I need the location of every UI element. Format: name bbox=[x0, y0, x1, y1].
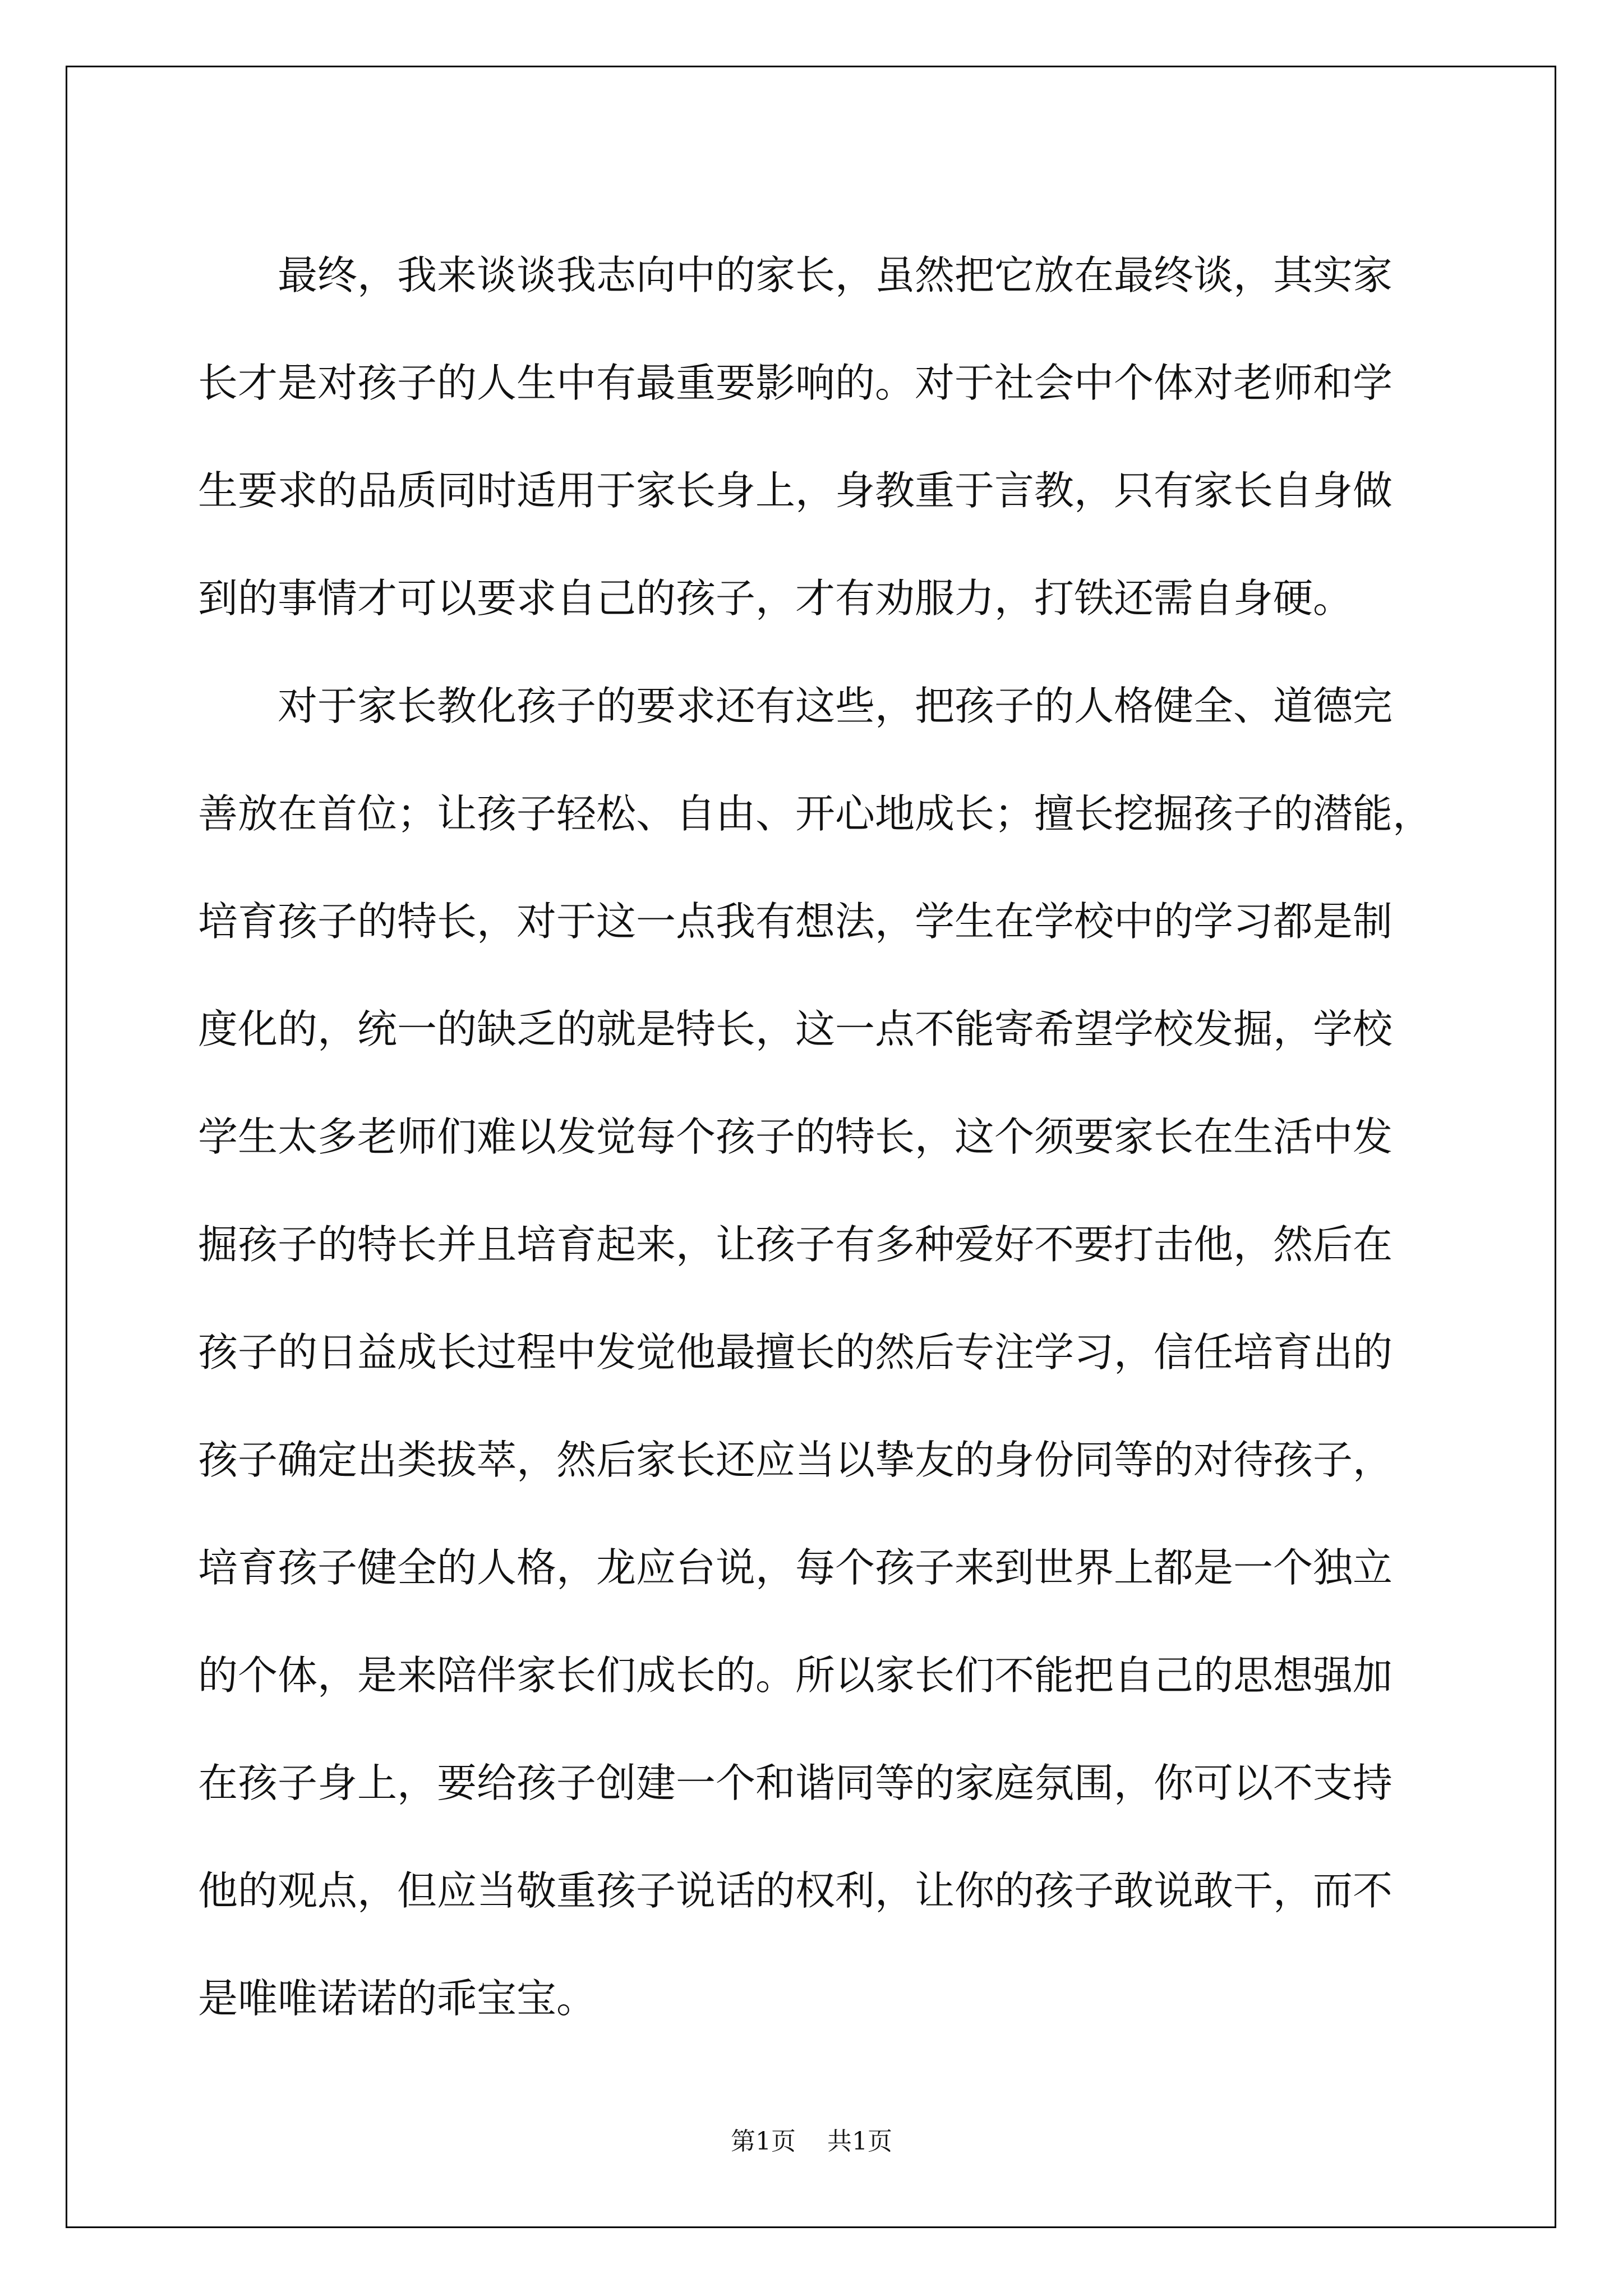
text-line: 长才是对孩子的人生中有最重要影响的。对于社会中个体对老师和学 bbox=[198, 360, 1393, 406]
text-line: 善放在首位；让孩子轻松、自由、开心地成长；擅长挖掘孩子的潜能， bbox=[198, 790, 1433, 837]
text-line: 是唯唯诺诺的乖宝宝。 bbox=[198, 1975, 597, 2022]
text-line: 培育孩子健全的人格，龙应台说，每个孩子来到世界上都是一个独立 bbox=[198, 1544, 1393, 1591]
document-body bbox=[198, 222, 1449, 2053]
page-footer bbox=[0, 2125, 1623, 2159]
text-line: 他的观点，但应当敬重孩子说话的权利，让你的孩子敢说敢干，而不 bbox=[198, 1867, 1393, 1914]
text-line: 孩子的日益成长过程中发觉他最擅长的然后专注学习，信任培育出的 bbox=[198, 1329, 1393, 1375]
paragraph-1 bbox=[198, 222, 1449, 652]
text-line: 最终，我来谈谈我志向中的家长，虽然把它放在最终谈，其实家 bbox=[198, 252, 1393, 298]
page-number-current: 第1页 bbox=[731, 2127, 796, 2156]
text-line: 培育孩子的特长，对于这一点我有想法，学生在学校中的学习都是制 bbox=[198, 898, 1393, 945]
text-line: 学生太多老师们难以发觉每个孩子的特长，这个须要家长在生活中发 bbox=[198, 1114, 1393, 1160]
text-line: 生要求的品质同时适用于家长身上，身教重于言教，只有家长自身做 bbox=[198, 467, 1393, 514]
text-line: 度化的，统一的缺乏的就是特长，这一点不能寄希望学校发掘，学校 bbox=[198, 1006, 1393, 1052]
text-line: 到的事情才可以要求自己的孩子，才有劝服力，打铁还需自身硬。 bbox=[198, 575, 1353, 622]
text-line: 孩子确定出类拔萃，然后家长还应当以挚友的身份同等的对待孩子， bbox=[198, 1437, 1393, 1483]
text-line: 掘孩子的特长并且培育起来，让孩子有多种爱好不要打击他，然后在 bbox=[198, 1221, 1393, 1268]
page-number-total: 共1页 bbox=[827, 2127, 892, 2156]
paragraph-2 bbox=[198, 652, 1449, 2053]
text-line: 的个体，是来陪伴家长们成长的。所以家长们不能把自己的思想强加 bbox=[198, 1652, 1393, 1699]
text-line: 在孩子身上，要给孩子创建一个和谐同等的家庭氛围，你可以不支持 bbox=[198, 1760, 1393, 1806]
text-line: 对于家长教化孩子的要求还有这些，把孩子的人格健全、道德完 bbox=[198, 683, 1393, 729]
